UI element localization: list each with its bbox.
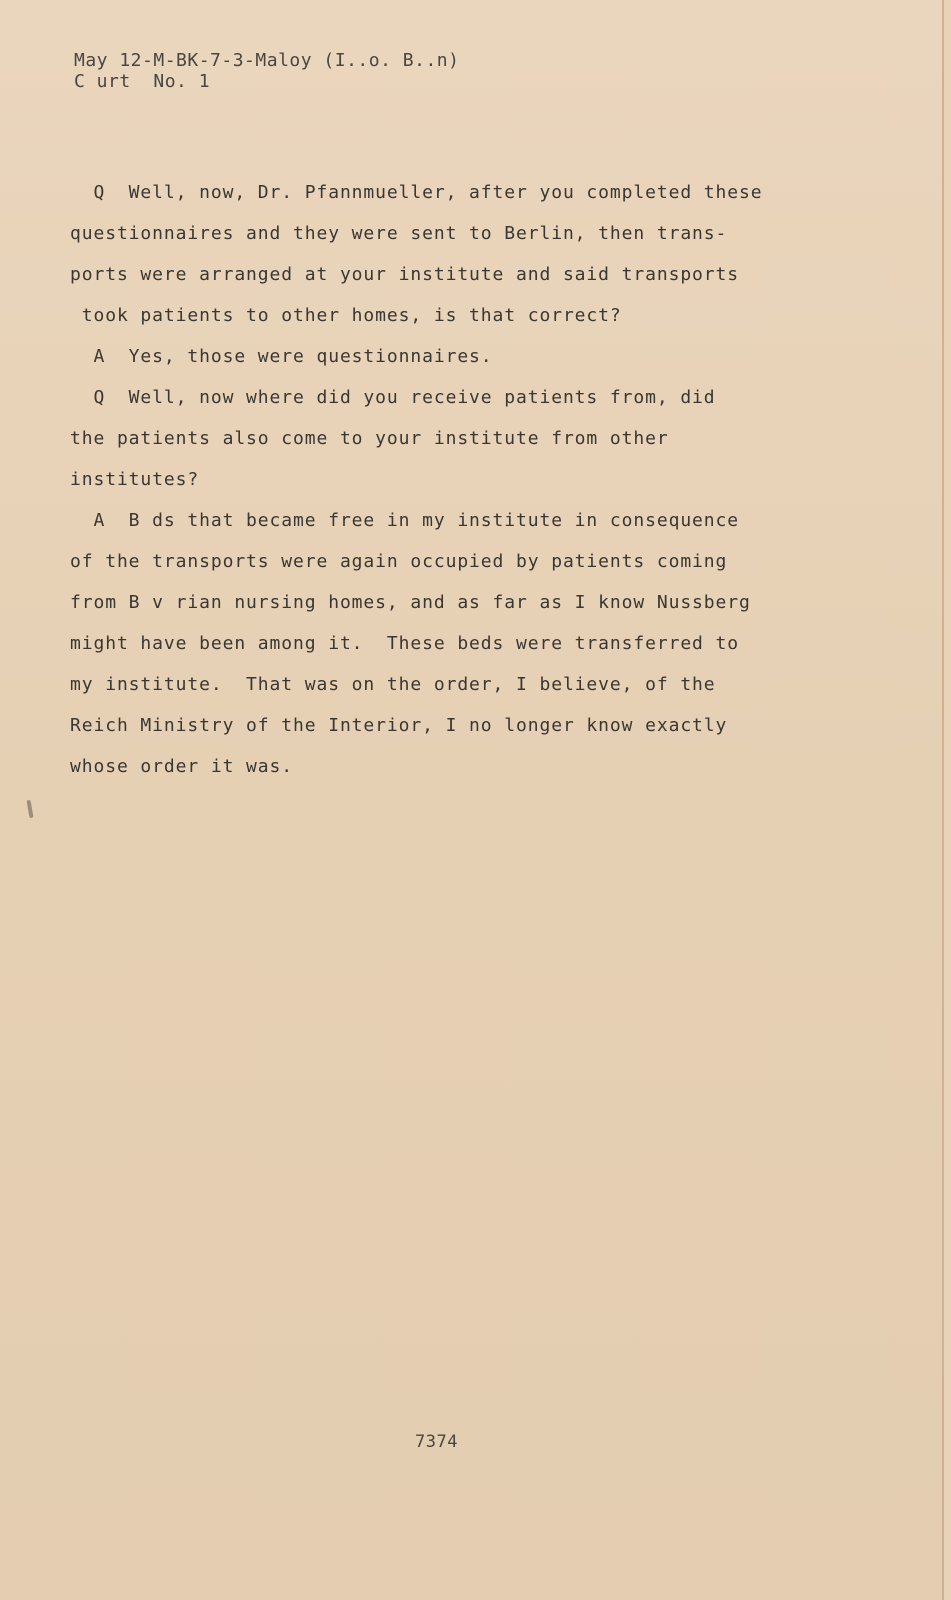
transcript-line: might have been among it. These beds were transferred to [70, 633, 740, 654]
transcript-line: of the transports were again occupied by patients coming [70, 551, 728, 572]
header-line-1: May 12-M-BK-7-3-Maloy (I..o. B..n) [74, 50, 460, 71]
transcript-line: whose order it was. [70, 756, 294, 777]
header-line-2: C urt No. 1 [74, 71, 211, 92]
transcript-line: Reich Ministry of the Interior, I no longer know exactly [70, 715, 728, 736]
transcript-line: A B ds that became free in my institute in consequence [70, 510, 740, 531]
transcript-line: from B v rian nursing homes, and as far as I know Nussberg [70, 592, 751, 613]
transcript-line: took patients to other homes, is that correct? [70, 305, 622, 326]
transcript-line: the patients also come to your institute from other [70, 428, 669, 449]
margin-ink-mark [26, 800, 33, 818]
transcript-line: my institute. That was on the order, I believe, of the [70, 674, 716, 695]
transcript-line: Q Well, now, Dr. Pfannmueller, after you completed these [70, 182, 763, 203]
transcript-line: institutes? [70, 469, 200, 490]
document-header [74, 50, 459, 92]
transcript-line: A Yes, those were questionnaires. [70, 346, 493, 367]
transcript-body [70, 172, 830, 787]
transcript-line: Q Well, now where did you receive patients from, did [70, 387, 716, 408]
transcript-line: ports were arranged at your institute and said transports [70, 264, 740, 285]
page-number: 7374 [415, 1432, 458, 1452]
transcript-line: questionnaires and they were sent to Berlin, then trans- [70, 223, 728, 244]
